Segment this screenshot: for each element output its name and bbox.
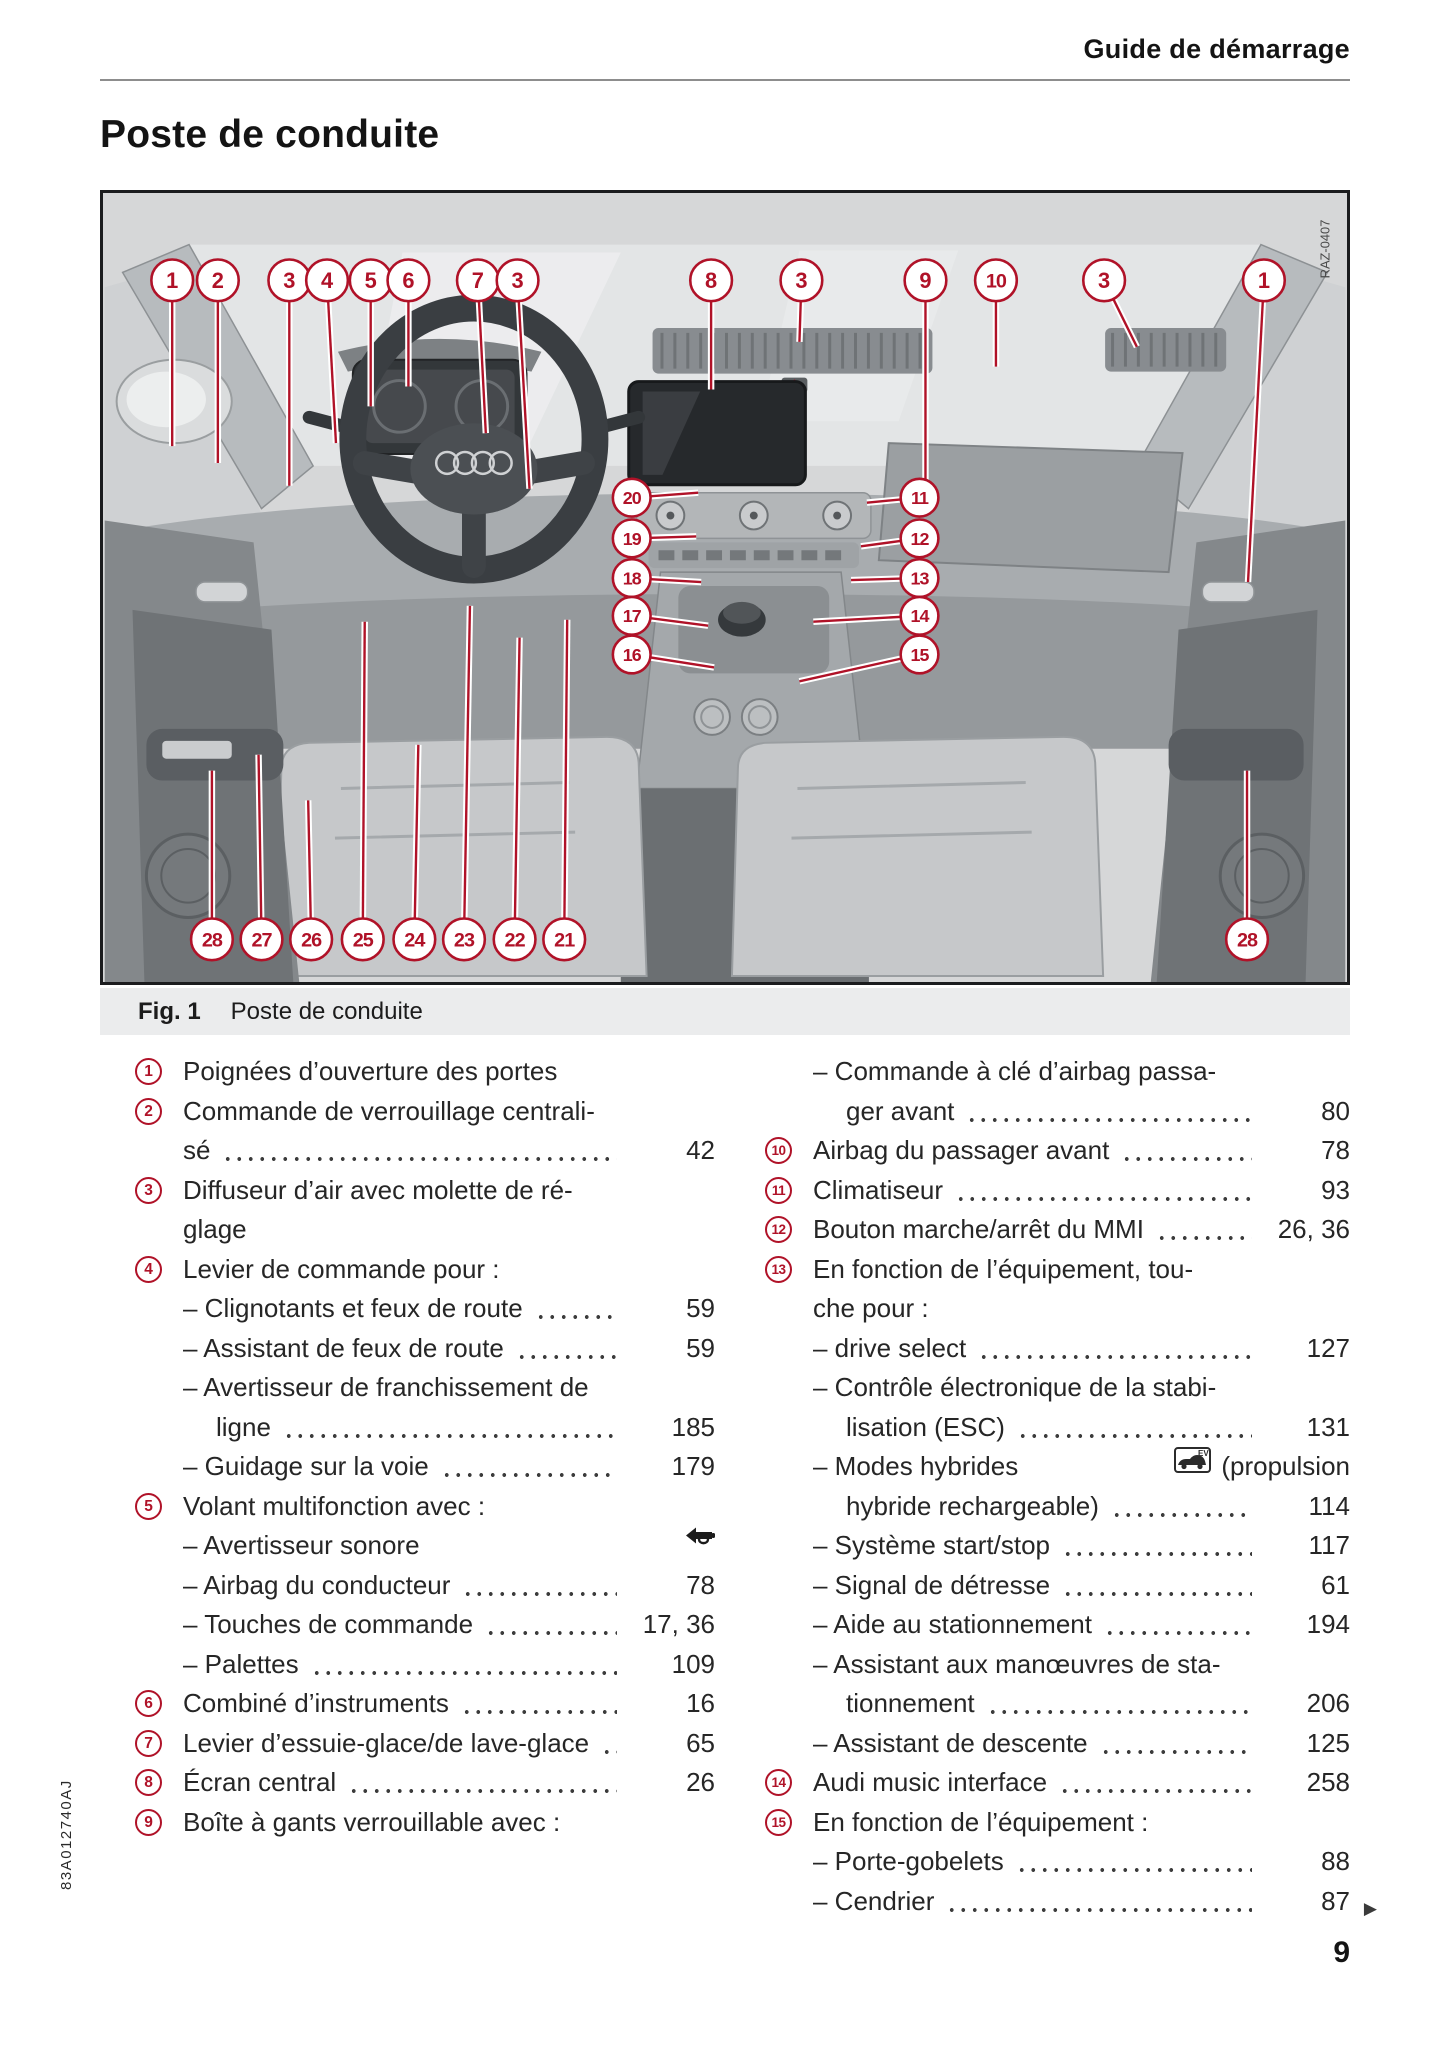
legend-line: [765, 1131, 1350, 1171]
dotted-leader: [462, 1566, 617, 1606]
dotted-leader: [516, 1329, 617, 1369]
legend-marker: [765, 1250, 813, 1290]
callout-number: 9: [919, 268, 932, 294]
legend-item-number: 3: [135, 1177, 162, 1204]
dotted-leader: [461, 1684, 617, 1724]
legend-text: – Assistant aux manœuvres de sta-: [813, 1648, 1221, 1679]
callout-number: 28: [1236, 929, 1258, 952]
callout-number: 17: [622, 606, 641, 627]
dotted-leader: [1104, 1605, 1252, 1645]
legend-marker: [135, 1724, 183, 1764]
legend-page-ref: 78: [1321, 1135, 1350, 1165]
legend-marker: [135, 1250, 183, 1290]
legend-line: [765, 1763, 1350, 1803]
callout-number: 26: [301, 929, 322, 952]
cockpit-figure: [100, 190, 1350, 985]
legend-marker: [765, 1329, 813, 1369]
legend-marker: [135, 1329, 183, 1369]
legend-marker: [135, 1368, 183, 1408]
legend-marker: [765, 1487, 813, 1527]
legend-marker: [765, 1566, 813, 1606]
dotted-leader: [601, 1724, 617, 1764]
legend-page-ref: 127: [1306, 1332, 1350, 1363]
legend-line: [135, 1171, 715, 1211]
legend-item-number: 4: [135, 1256, 162, 1283]
legend-text: En fonction de l’équipement, tou-: [813, 1253, 1194, 1284]
legend-line: [135, 1566, 715, 1606]
callout-number: 24: [404, 929, 425, 952]
legend-marker: [135, 1605, 183, 1645]
legend-line: [135, 1526, 715, 1566]
dotted-leader: [1100, 1724, 1252, 1764]
legend-text: – Airbag du conducteur: [183, 1569, 451, 1600]
legend-item-number: 11: [765, 1177, 792, 1204]
callout-number: 10: [985, 270, 1006, 293]
legend-line: [765, 1882, 1377, 1922]
dotted-leader: [1062, 1566, 1252, 1606]
figure-caption: [100, 988, 1350, 1035]
dotted-leader: [535, 1289, 617, 1329]
legend-line: [765, 1684, 1350, 1724]
page-title: Poste de conduite: [100, 113, 440, 156]
legend-line: [135, 1605, 715, 1645]
legend-marker: [135, 1447, 183, 1487]
legend-line: [765, 1289, 1350, 1329]
legend-line: [765, 1368, 1350, 1408]
legend-page-ref: 194: [1306, 1609, 1350, 1639]
legend-text: Écran central: [183, 1767, 337, 1797]
callout-number: 19: [622, 528, 641, 549]
cupholder: [694, 699, 730, 735]
legend-line: [135, 1368, 715, 1408]
legend-page-ref: 59: [686, 1293, 715, 1323]
ev-mode-icon: [1174, 1447, 1211, 1473]
callout-number: 23: [453, 929, 475, 952]
window-switches: [162, 741, 231, 759]
legend-page-ref: 59: [686, 1332, 715, 1363]
legend-text: – Touches de commande: [183, 1609, 474, 1639]
callout-number: 1: [166, 268, 179, 294]
legend-item-number: 10: [765, 1137, 792, 1164]
legend-text: – Palettes: [183, 1648, 299, 1679]
callout-number: 2: [211, 268, 224, 294]
legend-text: Levier d’essuie-glace/de lave-glace: [183, 1727, 590, 1758]
callout-number: 6: [402, 268, 415, 294]
legend-line: [135, 1210, 715, 1250]
right-door-handle: [1202, 582, 1254, 602]
legend-line: [135, 1329, 715, 1369]
legend-line: [135, 1487, 715, 1527]
legend-text: – Porte-gobelets: [813, 1846, 1004, 1876]
legend-text: – Modes hybrides: [813, 1451, 1019, 1481]
legend-text: – Guidage sur la voie: [183, 1451, 429, 1481]
legend-line: [135, 1250, 715, 1290]
callout-number: 5: [364, 268, 377, 294]
legend-text: (propulsion: [1221, 1451, 1350, 1481]
legend-page-ref: 42: [686, 1135, 715, 1165]
legend-marker: [135, 1526, 183, 1566]
legend-marker: [765, 1842, 813, 1882]
legend-item-number: 7: [135, 1730, 162, 1757]
callout-number: 1: [1257, 268, 1270, 294]
legend-text: – Commande à clé d’airbag passa-: [813, 1056, 1217, 1086]
legend-line: [765, 1605, 1350, 1645]
callout-number: 20: [622, 488, 641, 509]
legend-text: – Cendrier: [813, 1885, 935, 1916]
callout-number: 3: [283, 268, 296, 294]
legend-text: Poignées d’ouverture des portes: [183, 1056, 558, 1086]
legend-marker: [765, 1803, 813, 1843]
legend-item-number: 1: [135, 1058, 162, 1085]
legend-line: [135, 1092, 715, 1132]
legend-text: – Assistant de descente: [813, 1727, 1088, 1758]
legend-page-ref: 87: [1321, 1885, 1350, 1916]
legend-marker: [765, 1645, 813, 1685]
legend-text: Combiné d’instruments: [183, 1688, 449, 1718]
legend-item-number: 15: [765, 1809, 792, 1836]
callout-number: 3: [1098, 268, 1111, 294]
legend-page-ref: 179: [671, 1451, 715, 1481]
legend-page-ref: 65: [686, 1727, 715, 1758]
legend-page-ref: 26: [686, 1767, 715, 1797]
legend-marker: [135, 1645, 183, 1685]
legend-marker: [765, 1368, 813, 1408]
dotted-leader: [1059, 1763, 1252, 1803]
legend-line: [135, 1131, 715, 1171]
dotted-leader: [946, 1882, 1252, 1922]
dotted-leader: [283, 1408, 617, 1448]
legend-page-ref: 93: [1321, 1174, 1350, 1205]
legend-marker: [135, 1289, 183, 1329]
callout-number: 18: [622, 568, 641, 589]
legend-page-ref: 117: [1308, 1530, 1350, 1560]
legend-line: [135, 1408, 715, 1448]
legend-text: Bouton marche/arrêt du MMI: [813, 1214, 1144, 1244]
legend-text: – Système start/stop: [813, 1530, 1050, 1560]
legend-line: [765, 1329, 1350, 1369]
dotted-leader: [987, 1684, 1252, 1724]
legend-line: [765, 1487, 1350, 1527]
legend-text: – Avertisseur de franchissement de: [183, 1372, 589, 1402]
svg-text:EV: EV: [1198, 1449, 1210, 1458]
legend-line: [765, 1526, 1350, 1566]
callout-number: 16: [622, 644, 641, 665]
legend-text: – Signal de détresse: [813, 1569, 1051, 1600]
legend-marker: [765, 1171, 813, 1211]
legend-text: Commande de verrouillage centrali-: [183, 1095, 595, 1126]
legend-text: lisation (ESC): [846, 1411, 1005, 1442]
legend-marker: [765, 1526, 813, 1566]
legend-marker: [765, 1724, 813, 1764]
legend-page-ref: 16: [686, 1688, 715, 1718]
legend-line: [765, 1803, 1350, 1843]
legend-page-ref: 114: [1308, 1490, 1350, 1521]
legend-marker: [135, 1408, 183, 1448]
legend-line: [135, 1052, 715, 1092]
legend-line: [135, 1447, 715, 1487]
legend-text: Volant multifonction avec :: [183, 1490, 486, 1521]
legend-line: [765, 1566, 1350, 1606]
dotted-leader: [348, 1763, 617, 1803]
legend-line: [765, 1250, 1350, 1290]
legend-text: Climatiseur: [813, 1174, 944, 1205]
legend-text: Audi music interface: [813, 1767, 1048, 1797]
legend-marker: [135, 1566, 183, 1606]
legend-marker: [135, 1052, 183, 1092]
dotted-leader: [485, 1605, 617, 1645]
chapter-header: Guide de démarrage: [1083, 34, 1350, 64]
callout-number: 11: [911, 488, 928, 509]
legend-page-ref: 78: [686, 1569, 715, 1600]
legend-marker: [135, 1803, 183, 1843]
legend-page-ref: 17, 36: [642, 1609, 715, 1639]
callout-number: 3: [795, 268, 808, 294]
callout-number: 28: [201, 929, 222, 952]
legend-text: – Clignotants et feux de route: [183, 1293, 523, 1323]
callout-number: 4: [320, 268, 334, 294]
legend-marker: [765, 1684, 813, 1724]
legend-marker: [765, 1289, 813, 1329]
callout-number: 3: [511, 268, 524, 294]
legend-text: tionnement: [846, 1688, 975, 1718]
legend-line: [135, 1645, 715, 1685]
left-door-handle: [196, 582, 248, 602]
legend-text: – Contrôle électronique de la stabi-: [813, 1372, 1217, 1402]
legend-line: [135, 1724, 715, 1764]
continuation-arrow-icon: ▶: [1363, 1898, 1377, 1918]
legend-page-ref: 206: [1306, 1688, 1350, 1718]
legend-text: glage: [183, 1214, 247, 1244]
dotted-leader: [441, 1447, 617, 1487]
callout-number: 7: [471, 268, 484, 294]
legend-marker: [135, 1684, 183, 1724]
right-armrest: [1169, 729, 1304, 781]
legend-line: [765, 1724, 1350, 1764]
legend-marker: [765, 1131, 813, 1171]
legend-page-ref: 80: [1321, 1095, 1350, 1126]
legend-page-ref: 26, 36: [1277, 1214, 1350, 1244]
legend-marker: [765, 1210, 813, 1250]
legend-marker: [135, 1171, 183, 1211]
legend-text: Diffuseur d’air avec molette de ré-: [183, 1174, 573, 1205]
legend-marker: [765, 1763, 813, 1803]
header-rule: [100, 79, 1350, 81]
legend-item-number: 8: [135, 1769, 162, 1796]
legend-text: – Assistant de feux de route: [183, 1332, 504, 1363]
legend-page-ref: 61: [1321, 1569, 1350, 1600]
legend-line: [765, 1171, 1350, 1211]
legend-item-number: 12: [765, 1216, 792, 1243]
legend-line: [135, 1684, 715, 1724]
legend-text: che pour :: [813, 1293, 929, 1323]
dotted-leader: [1017, 1408, 1252, 1448]
legend-marker: [765, 1447, 813, 1487]
legend-line: [135, 1803, 715, 1843]
dotted-leader: [1121, 1131, 1252, 1171]
legend-line: [765, 1842, 1350, 1882]
legend-column-right: [765, 1052, 1377, 1921]
legend-line: [765, 1408, 1350, 1448]
horn-icon: [685, 1526, 715, 1545]
legend-marker: [765, 1605, 813, 1645]
cockpit-illustration: [103, 193, 1347, 982]
dotted-leader: [955, 1171, 1252, 1211]
figure-caption-label: Fig. 1: [138, 997, 201, 1025]
legend-item-number: 14: [765, 1769, 792, 1796]
cupholder: [742, 699, 778, 735]
legend-item-number: 13: [765, 1256, 792, 1283]
legend-column-left: [135, 1052, 715, 1842]
legend-line: [135, 1289, 715, 1329]
callout-number: 21: [554, 929, 575, 952]
legend-text: En fonction de l’équipement :: [813, 1806, 1149, 1837]
legend-marker: [765, 1052, 813, 1092]
legend-marker: [135, 1487, 183, 1527]
legend-marker: [765, 1408, 813, 1448]
callout-number: 13: [910, 568, 929, 589]
dotted-leader: [966, 1092, 1252, 1132]
legend-text: ligne: [216, 1411, 271, 1442]
legend-item-number: 5: [135, 1493, 162, 1520]
dotted-leader: [311, 1645, 617, 1685]
document-side-code: 83A012740AJ: [58, 1779, 75, 1890]
legend-marker: [135, 1131, 183, 1171]
passenger-seat: [732, 737, 1103, 976]
legend-marker: [135, 1763, 183, 1803]
legend-item-number: 2: [135, 1098, 162, 1125]
left-speaker: [146, 834, 229, 917]
dotted-leader: [1016, 1842, 1252, 1882]
legend-line: [765, 1052, 1350, 1092]
legend-text: Boîte à gants verrouillable avec :: [183, 1806, 561, 1837]
legend-line: [135, 1763, 715, 1803]
legend-text: – Avertisseur sonore: [183, 1530, 420, 1560]
legend-text: ger avant: [846, 1095, 955, 1126]
legend-text: Levier de commande pour :: [183, 1253, 500, 1284]
legend-page-ref: 88: [1321, 1846, 1350, 1876]
legend-line: [765, 1210, 1350, 1250]
legend-text: hybride rechargeable): [846, 1490, 1099, 1521]
dotted-leader: [1111, 1487, 1252, 1527]
legend-text: – Aide au stationnement: [813, 1609, 1092, 1639]
legend-page-ref: 125: [1306, 1727, 1350, 1758]
legend-item-number: 6: [135, 1690, 162, 1717]
legend-marker: [135, 1210, 183, 1250]
callout-number: 8: [705, 268, 718, 294]
legend-page-ref: 109: [671, 1648, 715, 1679]
legend-marker: [135, 1092, 183, 1132]
legend-line: [765, 1645, 1350, 1685]
legend-line: [765, 1447, 1350, 1487]
image-code: RAZ-0407: [1317, 219, 1333, 279]
page-number: 9: [1333, 1936, 1350, 1969]
legend-item-number: 9: [135, 1809, 162, 1836]
legend-text: Airbag du passager avant: [813, 1135, 1110, 1165]
legend-text: sé: [183, 1135, 211, 1165]
dotted-leader: [1156, 1210, 1252, 1250]
dotted-leader: [1062, 1526, 1252, 1566]
callout-number: 14: [910, 606, 929, 627]
legend-page-ref: 131: [1306, 1411, 1350, 1442]
right-speaker: [1220, 834, 1303, 917]
callout-number: 12: [910, 528, 929, 549]
callout-number: 22: [504, 929, 525, 952]
legend-text: – drive select: [813, 1332, 967, 1363]
dotted-leader: [222, 1131, 617, 1171]
legend-page-ref: 185: [671, 1411, 715, 1442]
legend-marker: [765, 1092, 813, 1132]
legend-line: [765, 1092, 1350, 1132]
legend-marker: [765, 1882, 813, 1922]
callout-number: 15: [910, 644, 929, 665]
legend-page-ref: 258: [1306, 1767, 1350, 1797]
callout-number: 25: [352, 929, 373, 952]
callout-number: 27: [251, 929, 272, 952]
figure-caption-text: Poste de conduite: [230, 997, 423, 1025]
dotted-leader: [978, 1329, 1252, 1369]
